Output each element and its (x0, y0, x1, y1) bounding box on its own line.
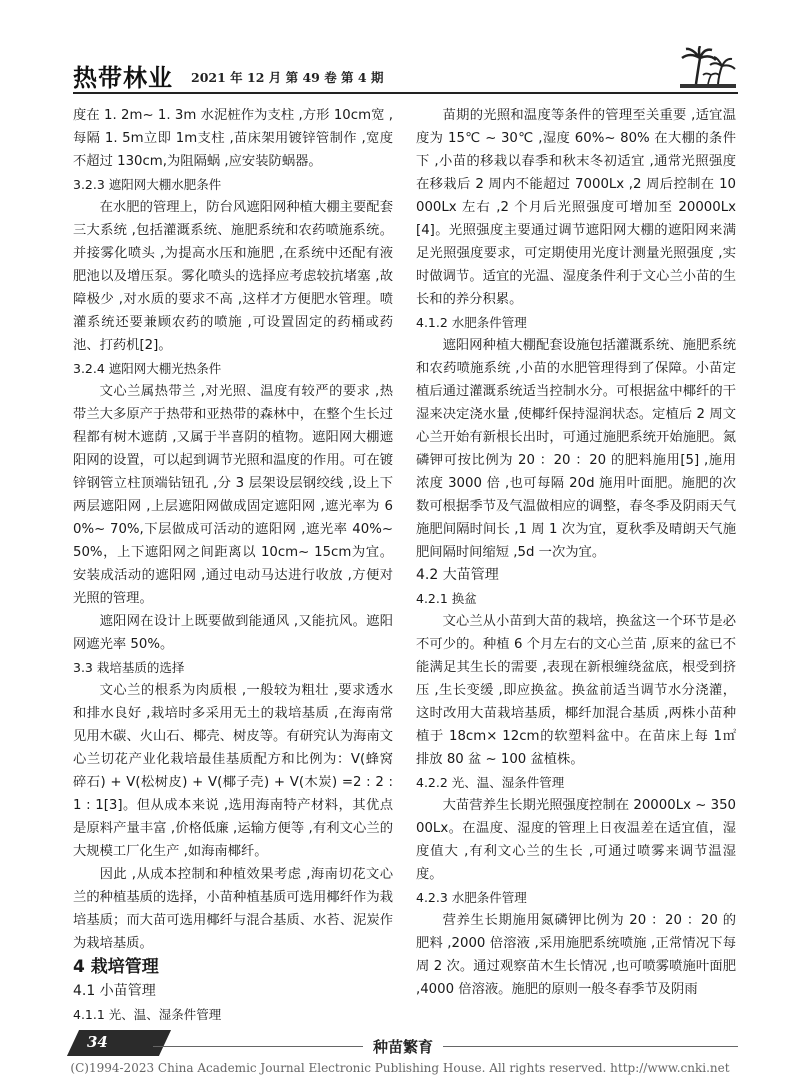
paragraph: 大苗营养生长期光照强度控制在 20000Lx ~ 35000Lx。在温度、湿度的管理上日夜温差在适宜值，湿度值大 ,有利文心兰的生长 ,可通过喷雾来调节温湿度。 (416, 798, 736, 882)
section-heading: 4.1 小苗管理 (73, 983, 156, 999)
section-heading: 4 栽培管理 (73, 957, 159, 977)
paragraph: 在水肥的管理上，防台风遮阳网种植大棚主要配套三大系统 ,包括灌溉系统、施肥系统和农药喷施系统。并接雾化喷头 ,为提高水压和施肥 ,在系统中还配有液肥池以及增压泵。雾化喷头的选择应考虑较抗堵塞 ,故障极少 ,对水质的要求不高 ,这样才方便肥水管理。喷灌系统还要兼顾农药的喷施 ,可设置固定的药桶或药池、打药机[2]。 (73, 200, 393, 353)
issue-info: 2021 年 12 月 第 49 卷 第 4 期 (191, 70, 384, 85)
paragraph: 因此 ,从成本控制和种植效果考虑 ,海南切花文心兰的种植基质的选择，小苗种植基质可选用椰纤作为栽培基质；而大苗可选用椰纤与混合基质、水苔、泥炭作为栽培基质。 (73, 867, 393, 951)
right-column (416, 104, 736, 1001)
copyright-notice: (C)1994-2023 China Academic Journal Electronic Publishing House. All rights reserved. http://www.cnki.net (70, 1061, 730, 1075)
section-heading: 4.1.2 水肥条件管理 (416, 315, 527, 330)
section-heading: 4.2.1 换盆 (416, 591, 477, 606)
section-heading: 4.2 大苗管理 (416, 567, 499, 583)
journal-header (73, 56, 738, 90)
left-column (73, 104, 393, 1026)
paragraph: 文心兰的根系为肉质根 ,一般较为粗壮 ,要求透水和排水良好 ,栽培时多采用无土的栽培基质 ,在海南常见用木碳、火山石、椰壳、树皮等。有研究认为海南文心兰切花产业化栽培最佳基质配方和比例为：V(蜂窝碎石) + V(松树皮) + V(椰子壳) + V(木炭) =2 : 2 : 1 : 1[3]。但从成本来说 ,选用海南特产材料，其优点是原料产量丰富 ,价格低廉 ,运输方便等 ,有利文心兰的大规模工厂化生产 ,如海南椰纤。 (73, 683, 393, 859)
paragraph: 苗期的光照和温度等条件的管理至关重要 ,适宜温度为 15℃ ~ 30℃ ,湿度 60%~ 80% 在大棚的条件下 ,小苗的移栽以春季和秋末冬初适宜 ,通常光照强度在移栽后 2 周内不能超过 7000Lx ,2 周后控制在 10000Lx 左右 ,2 个月后光照强度可增加至 20000Lx[4]。光照强度主要通过调节遮阳网大棚的遮阳网来满足光照强度要求，可定期使用光度计测量光照强度 ,实时做调节。适宜的光温、湿度条件利于文心兰小苗的生长和的养分积累。 (416, 108, 736, 307)
section-heading: 3.2.4 遮阳网大棚光热条件 (73, 361, 222, 376)
footer-rule (153, 1046, 738, 1047)
paragraph: 遮阳网种植大棚配套设施包括灌溉系统、施肥系统和农药喷施系统 ,小苗的水肥管理得到了保障。小苗定植后通过灌溉系统适当控制水分。可根据盆中椰纤的干湿来决定浇水量 ,使椰纤保持湿润状态。定植后 2 周文心兰开始有新根长出时，可通过施肥系统开始施肥。氮磷钾可按比例为 20 ：20 ：20 的肥料施用[5] ,施用浓度 3000 倍 ,也可每隔 20d 施用叶面肥。施肥的次数可根据季节及气温做相应的调整，春冬季及阴雨天气施肥间隔时间长 ,1 周 1 次为宜，夏秋季及晴朗天气施肥间隔时间缩短 ,5d 一次为宜。 (416, 338, 736, 560)
paragraph: 度在 1. 2m~ 1. 3m 水泥桩作为支柱 ,方形 10cm宽 ,每隔 1. 5m立即 1m支柱 ,苗床架用镀锌管制作 ,宽度不超过 130cm,为阻隔蜗 ,应安装防蜗器。 (73, 108, 393, 169)
header-rule (73, 92, 738, 94)
section-heading: 4.1.1 光、温、湿条件管理 (73, 1007, 222, 1022)
section-heading: 3.2.3 遮阳网大棚水肥条件 (73, 177, 222, 192)
section-heading: 4.2.3 水肥条件管理 (416, 890, 527, 905)
section-title: 种苗繁育 (363, 1036, 443, 1057)
paragraph: 营养生长期施用氮磷钾比例为 20 ：20 ：20 的肥料 ,2000 倍溶液 ,采用施肥系统喷施 ,正常情况下每周 2 次。通过观察苗木生长情况 ,也可喷雾喷施叶面肥 ,4000 倍溶液。施肥的原则一般冬春季节及阴雨 (416, 913, 736, 997)
section-heading: 3.3 栽培基质的选择 (73, 660, 185, 675)
paragraph: 文心兰属热带兰 ,对光照、温度有较严的要求 ,热带兰大多原产于热带和亚热带的森林中，在整个生长过程都有树木遮荫 ,又属于半喜阴的植物。遮阳网大棚遮阳网的设置，可以起到调节光照和温度的作用。可在镀锌钢管立柱顶端钻钮孔 ,分 3 层架设层钢绞线 ,设上下两层遮阳网 ,上层遮阳网做成固定遮阳网 ,遮光率为 60%~ 70%,下层做成可活动的遮阳网 ,遮光率 40%~ 50%，上下遮阳网之间距离以 10cm~ 15cm为宜。安装成活动的遮阳网 ,通过电动马达进行收放 ,方便对光照的管理。 (73, 384, 393, 606)
paragraph: 遮阳网在设计上既要做到能通风 ,又能抗风。遮阳网遮光率 50%。 (73, 614, 393, 652)
section-heading: 4.2.2 光、温、湿条件管理 (416, 775, 565, 790)
page-number: 34 (87, 1033, 108, 1051)
page-number-tab (67, 1030, 171, 1056)
journal-name: 热带林业 (73, 63, 173, 92)
page-footer (73, 1030, 738, 1060)
paragraph: 文心兰从小苗到大苗的栽培，换盆这一个环节是必不可少的。种植 6 个月左右的文心兰苗 ,原来的盆已不能满足其生长的需要 ,表现在新根缠绕盆底，根受到挤压 ,生长变缓 ,即应换盆。换盆前适当调节水分浇灌，这时改用大苗栽培基质，椰纤加混合基质 ,两株小苗种植于 18cm× 12cm的软塑料盆中。在苗床上每 1㎡ 排放 80 盆 ~ 100 盆植株。 (416, 614, 736, 767)
palm-trees-icon (678, 46, 738, 90)
